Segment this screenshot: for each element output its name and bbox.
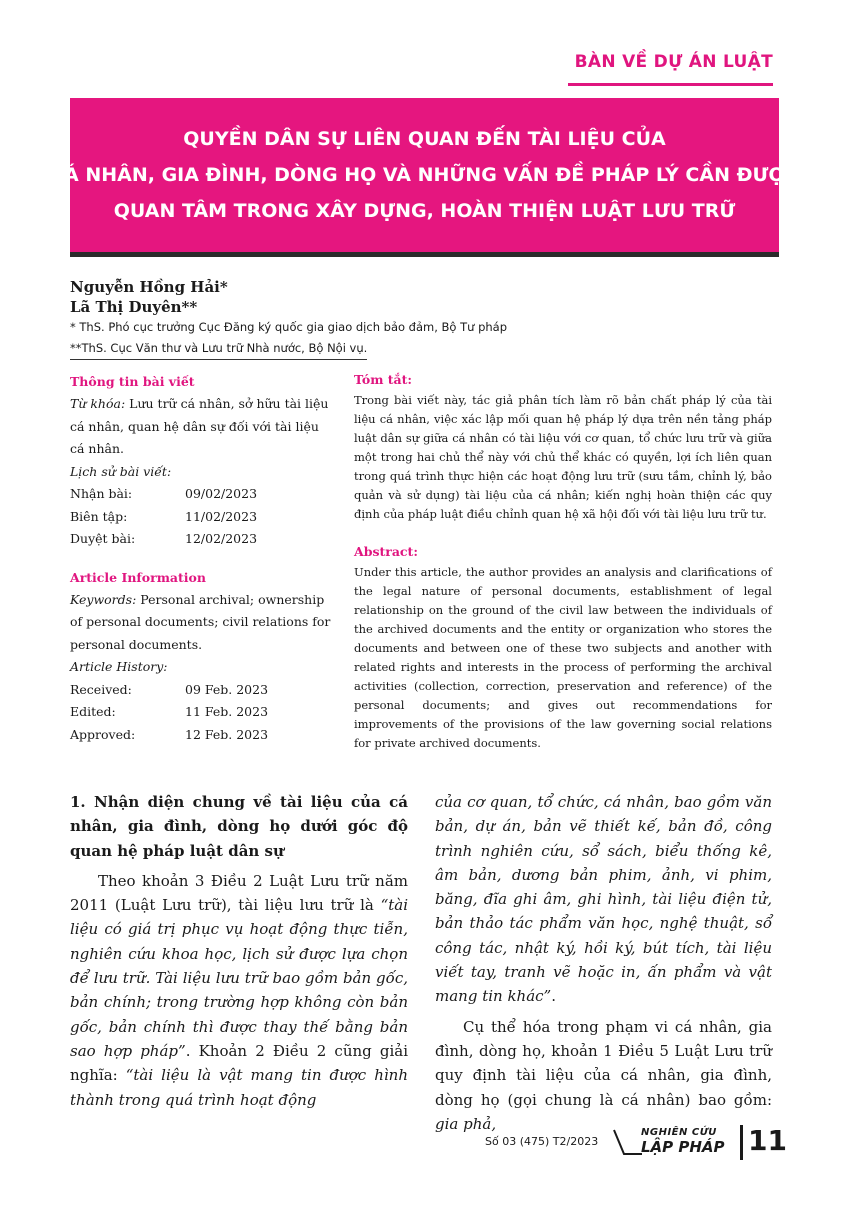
received-en: 09 Feb. 2023 xyxy=(185,681,269,697)
p1-text-e: . xyxy=(551,987,556,1006)
p2-text-a: Cụ thể hóa trong phạm vi cá nhân, gia đình, dòng họ, khoản 1 Điều 5 Luật Lưu trữ quy định tài liệu của cá nhân, gia đình, dòng họ (gọi chung là cá nhân) bao gồm: xyxy=(435,1017,772,1109)
p1-quote-2-start: “tài liệu là vật mang tin được hình thành trong quá trình hoạt động xyxy=(70,1066,408,1109)
keywords-en-label: Keywords: xyxy=(70,591,137,607)
p2-text-b: gia phả, xyxy=(435,1114,497,1133)
affiliation-1: * ThS. Phó cục trưởng Cục Đăng ký quốc gia giao dịch bảo đảm, Bộ Tư pháp xyxy=(70,320,508,334)
body-column-left xyxy=(70,790,408,1112)
approved-en: 12 Feb. 2023 xyxy=(185,726,269,742)
section-header: BÀN VỀ DỰ ÁN LUẬT xyxy=(574,52,773,72)
author-2: Lã Thị Duyên** xyxy=(70,298,198,316)
approved-vi: 12/02/2023 xyxy=(185,531,258,546)
edited-en: 11 Feb. 2023 xyxy=(185,704,269,719)
approved-en-label: Approved: xyxy=(70,726,136,742)
approved-vi-label: Duyệt bài: xyxy=(70,531,136,546)
info-en-heading: Article Information xyxy=(70,569,206,585)
journal-logo-bottom: LẬP PHÁP xyxy=(641,1138,725,1156)
logo-slash-icon xyxy=(612,1128,642,1156)
edited-en-label: Edited: xyxy=(70,704,116,719)
keywords-vi: Lưu trữ cá nhân, sở hữu tài liệu cá nhân, quan hệ dân sự đối với tài liệu cá nhân. xyxy=(70,396,329,456)
header-rule xyxy=(568,83,773,86)
author-1: Nguyễn Hồng Hải* xyxy=(70,278,228,296)
summary-column xyxy=(354,371,772,753)
history-row xyxy=(70,528,332,551)
issue-number: Số 03 (475) T2/2023 xyxy=(485,1135,599,1148)
title-line-1: QUYỀN DÂN SỰ LIÊN QUAN ĐẾN TÀI LIỆU CỦA xyxy=(183,128,666,150)
journal-logo-top: NGHIÊN CỨU xyxy=(641,1127,717,1138)
p1-text-a: Theo khoản 3 Điều 2 Luật Lưu trữ năm 2011 (Luật Lưu trữ), tài liệu lưu trữ là xyxy=(70,871,408,915)
received-vi-label: Nhận bài: xyxy=(70,486,133,501)
summary-vi-heading: Tóm tắt: xyxy=(354,372,413,387)
footer-divider xyxy=(740,1125,743,1160)
history-en-label: Article History: xyxy=(70,659,168,674)
article-info-column xyxy=(70,371,332,746)
body-column-right xyxy=(435,790,772,1136)
received-en-label: Received: xyxy=(70,681,132,697)
page-number: 11 xyxy=(748,1124,787,1157)
p1-quote-2-end: của cơ quan, tổ chức, cá nhân, bao gồm văn bản, dự án, bản vẽ thiết kế, bản đồ, công trình nghiên cứu, sổ sách, biểu thống kê, âm bản, dương bản phim, ảnh, vi phim, băng, đĩa ghi âm, ghi hình, tài liệu điện tử, bản thảo tác phẩm văn học, nghệ thuật, sổ công tác, nhật ký, hồi ký, bút tích, tài liệu viết tay, tranh vẽ hoặc in, ấn phẩm và vật mang tin khác” xyxy=(435,793,772,1006)
info-vi-heading: Thông tin bài viết xyxy=(70,374,195,389)
title-line-2: CÁ NHÂN, GIA ĐÌNH, DÒNG HỌ VÀ NHỮNG VẤN ĐỀ PHÁP LÝ CẦN ĐƯỢC xyxy=(50,164,799,186)
authors-block xyxy=(70,277,779,360)
keywords-en: Personal archival; ownership of personal documents; civil relations for personal documents. xyxy=(70,591,331,652)
abstract-en-text: Under this article, the author provides an analysis and clarifications of the legal nature of personal documents, establishment of legal relationship on the ground of the civil law between the individuals of the archived documents and the entity or organization who stores the documents and between one of these two subjects and another with related rights and interests in the process of performing the archival activities (collection, correction, preservation and reference) of the personal documents; and gives out recommendations for improvements of the provisions of the law governing social relations for private archived documents. xyxy=(354,565,772,750)
info-vi-keywords xyxy=(70,393,332,461)
history-vi-label: Lịch sử bài viết: xyxy=(70,463,172,479)
abstract-en-heading: Abstract: xyxy=(354,544,418,559)
history-row xyxy=(70,724,332,747)
p1-quote-1: “tài liệu có giá trị phục vụ hoạt động thực tiễn, nghiên cứu khoa học, lịch sử được lựa chọn để lưu trữ. Tài liệu lưu trữ bao gồm bản gốc, bản chính; trong trường hợp không còn bản gốc, bản chính thì được thay thế bằng bản sao hợp pháp” xyxy=(70,896,408,1060)
section-heading: 1. Nhận diện chung về tài liệu của cá nhân, gia đình, dòng họ dưới góc độ quan hệ pháp luật dân sự xyxy=(70,793,408,860)
title-banner xyxy=(50,98,799,257)
history-row xyxy=(70,679,332,702)
keywords-vi-label: Từ khóa: xyxy=(70,396,126,411)
affiliation-2: **ThS. Cục Văn thư và Lưu trữ Nhà nước, Bộ Nội vụ. xyxy=(70,338,367,360)
info-en-keywords xyxy=(70,589,332,657)
body-paragraph-1 xyxy=(70,869,408,1112)
history-row xyxy=(70,506,332,529)
body-paragraph-1-cont xyxy=(435,790,772,1009)
p1-text-c: . Khoản 2 Điều 2 cũng giải nghĩa: xyxy=(70,1041,408,1085)
title-line-3: QUAN TÂM TRONG XÂY DỰNG, HOÀN THIỆN LUẬT LƯU TRỮ xyxy=(113,200,736,222)
summary-vi-text: Trong bài viết này, tác giả phân tích làm rõ bản chất pháp lý của tài liệu cá nhân, việc xác lập mối quan hệ pháp lý dựa trên nền tảng pháp luật dân sự giữa cá nhân có tài liệu với cơ quan, tổ chức lưu trữ và giữa một trong hai chủ thể này với chủ thể khác có quyền, lợi ích liên quan trong quá trình thực hiện các hoạt động lưu trữ (sưu tầm, chỉnh lý, bảo quản và sử dụng) tài liệu của cá nhân; kiến nghị hoàn thiện các quy định của pháp luật điều chỉnh quan hệ xã hội đối với tài liệu lưu trữ tư. xyxy=(354,393,772,521)
history-row xyxy=(70,483,332,506)
history-row xyxy=(70,701,332,724)
body-paragraph-2 xyxy=(435,1015,772,1136)
edited-vi: 11/02/2023 xyxy=(185,508,258,524)
received-vi: 09/02/2023 xyxy=(185,486,258,501)
edited-vi-label: Biên tập: xyxy=(70,508,128,524)
